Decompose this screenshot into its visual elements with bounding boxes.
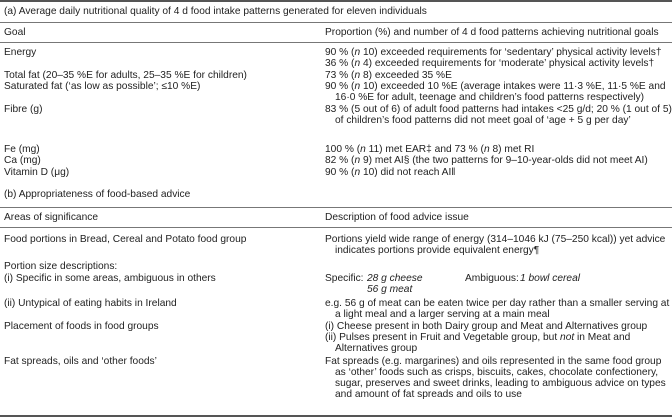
placement-line-1: (i) Cheese present in both Dairy group and Meat and Alternatives group bbox=[325, 321, 648, 332]
total-fat-line-1: 73 % (n 8) exceeded 35 %E bbox=[325, 70, 452, 81]
saturated-fat-line-2: 16·0 %E for adult, teenage and children’s food patterns respectively) bbox=[335, 92, 645, 103]
untypical-line-1: e.g. 56 g of meat can be eaten twice per day rather than a smaller serving at bbox=[325, 298, 670, 309]
goal-vitamin-d: Vitamin D (μg) bbox=[4, 167, 70, 178]
area-fat-spreads-oils: Fat spreads, oils and ‘other foods’ bbox=[4, 356, 157, 367]
goal-ca: Ca (mg) bbox=[4, 155, 41, 166]
placement-line-2: (ii) Pulses present in Fruit and Vegetable group, but not in Meat and bbox=[325, 332, 631, 343]
section-b-caption: (b) Appropriateness of food-based advice bbox=[4, 189, 191, 200]
section-a-caption-rule bbox=[0, 22, 672, 23]
section-a-caption: (a) Average daily nutritional quality of 4 d food intake patterns generated for eleven individuals bbox=[4, 6, 427, 17]
section-a-header-rule bbox=[0, 42, 672, 43]
goal-fe: Fe (mg) bbox=[4, 144, 40, 155]
specific-item-meat: 56 g meat bbox=[367, 284, 413, 295]
section-b-header-rule bbox=[0, 227, 672, 228]
specific-label: Specific: bbox=[325, 273, 364, 284]
area-specific-ambiguous: (i) Specific in some areas, ambiguous in others bbox=[4, 273, 216, 284]
ca-line-1: 82 % (n 9) met AI§ (the two patterns for 9–10-year-olds did not meet AI) bbox=[325, 155, 648, 166]
fat-spreads-line-2: as ‘other’ foods such as crisps, biscuits, cakes, chocolate confectionery, bbox=[335, 367, 659, 378]
vitamin-d-line-1: 90 % (n 10) did not reach AI‖ bbox=[325, 167, 456, 178]
area-portion-size-descriptions: Portion size descriptions: bbox=[4, 261, 118, 272]
fat-spreads-line-3: sugar, preserves and sweet drinks, leading to ambiguous advice on types bbox=[335, 378, 666, 389]
fibre-line-2: of children’s food patterns did not meet goal of ‘age + 5 g per day’ bbox=[335, 115, 631, 126]
fe-line-1: 100 % (n 11) met EAR‡ and 73 % (n 8) met RI bbox=[325, 144, 535, 155]
table-top-rule bbox=[0, 0, 672, 2]
placement-line-3: Alternatives group bbox=[335, 343, 418, 354]
goal-total-fat: Total fat (20–35 %E for adults, 25–35 %E for children) bbox=[4, 70, 247, 81]
section-b-caption-rule bbox=[0, 207, 672, 208]
column-header-area: Areas of significance bbox=[4, 212, 99, 223]
column-header-description: Description of food advice issue bbox=[325, 212, 469, 223]
table-bottom-rule bbox=[0, 415, 672, 417]
ambiguous-label: Ambiguous: bbox=[465, 273, 519, 284]
energy-line-2: 36 % (n 4) exceeded requirements for ‘moderate’ physical activity levels† bbox=[325, 58, 655, 69]
saturated-fat-line-1: 90 % (n 10) exceeded 10 %E (average intakes were 11·3 %E, 11·5 %E and bbox=[325, 81, 666, 92]
energy-line-1: 90 % (n 10) exceeded requirements for ‘sedentary’ physical activity levels† bbox=[325, 47, 662, 58]
goal-energy: Energy bbox=[4, 47, 37, 58]
goal-saturated-fat: Saturated fat (‘as low as possible’; ≤10 %E) bbox=[4, 81, 201, 92]
untypical-line-2: a light meal and a larger serving at a main meal bbox=[335, 309, 550, 320]
ambiguous-item-bowl-cereal: 1 bowl cereal bbox=[520, 273, 581, 284]
goal-fibre: Fibre (g) bbox=[4, 104, 43, 115]
fat-spreads-line-1: Fat spreads (e.g. margarines) and oils represented in the same food group bbox=[325, 356, 662, 367]
column-header-goal: Goal bbox=[4, 27, 26, 38]
fibre-line-1: 83 % (5 out of 6) of adult food patterns had intakes <25 g/d; 20 % (1 out of 5) bbox=[325, 104, 672, 115]
food-portions-line-2: indicates portions provide equivalent energy¶ bbox=[335, 245, 540, 256]
specific-item-cheese: 28 g cheese bbox=[367, 273, 423, 284]
area-untypical-eating-habits: (ii) Untypical of eating habits in Ireland bbox=[4, 298, 177, 309]
area-food-portions: Food portions in Bread, Cereal and Potato food group bbox=[4, 234, 247, 245]
food-portions-line-1: Portions yield wide range of energy (314–1046 kJ (75–250 kcal)) yet advice bbox=[325, 234, 666, 245]
fat-spreads-line-4: and amount of fat spreads and oils to use bbox=[335, 389, 522, 400]
area-placement-of-foods: Placement of foods in food groups bbox=[4, 321, 159, 332]
column-header-proportion: Proportion (%) and number of 4 d food patterns achieving nutritional goals bbox=[325, 27, 659, 38]
